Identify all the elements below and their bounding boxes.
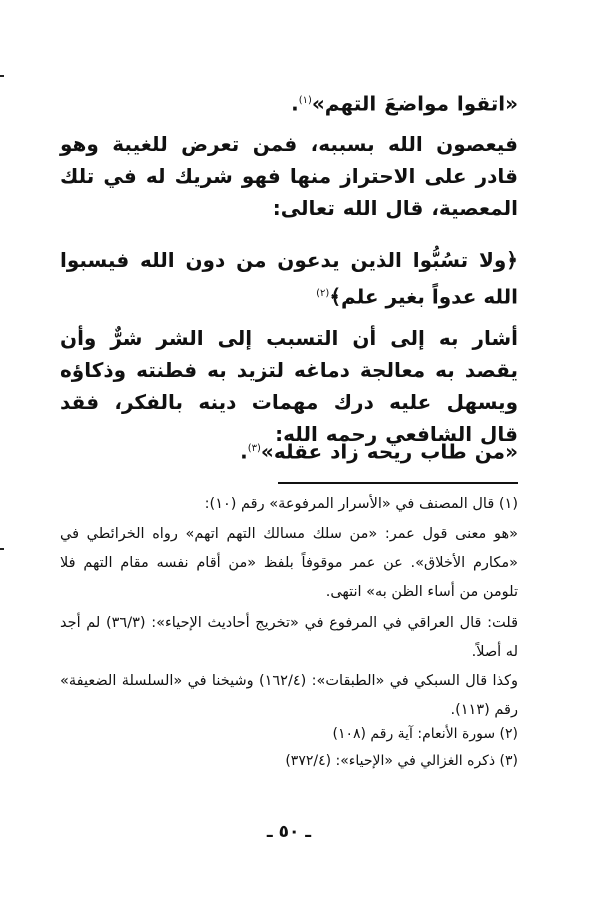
footnote-1-iraqi: قلت: قال العراقي في المرفوع في «تخريج أحاديث الإحياء»: (٣٦/٣) لم أجد له أصلاً. — [60, 615, 518, 660]
footnote-ref-3: (٣) — [247, 443, 261, 454]
margin-tick-top — [0, 75, 4, 77]
quote-2-period: . — [240, 439, 248, 464]
quote-line-1 — [60, 84, 518, 121]
footnote-ref-2: (٢) — [316, 288, 330, 299]
quote-2-text: «من طاب ريحه زاد عقله» — [260, 439, 518, 464]
quote-line-2 — [60, 432, 518, 469]
footnote-ref-1: (١) — [298, 95, 312, 106]
footnote-3: (٣) ذكره الغزالي في «الإحياء»: (٣٧٢/٤) — [285, 753, 518, 769]
quran-verse — [60, 244, 518, 314]
page-number: ـ ٥٠ ـ — [266, 822, 312, 842]
quote-1-period: . — [291, 91, 299, 116]
quote-1-text: «اتقوا مواضعَ التهم» — [311, 91, 518, 116]
paragraph-2: أشار به إلى أن التسبب إلى الشر شرٌّ وأن يقصد به معالجة دماغه لتزيد به فطنته وذكاؤه ويسهل عليه درك مهمات دينه بالفكر، فقد قال الشافعي رحمه الله: — [60, 326, 518, 446]
footnote-2: (٢) سورة الأنعام: آية رقم (١٠٨) — [332, 726, 518, 742]
book-page — [60, 0, 518, 897]
footnote-1-body: «هو معنى قول عمر: «من سلك مسالك التهم اتهم» رواه الخرائطي في «مكارم الأخلاق». عن عمر موقوفاً بلفظ «من أقام نفسه مقام التهم فلا تلومن من أساء الظن به» انتهى. — [60, 526, 518, 600]
paragraph-1: فيعصون الله بسببه، فمن تعرض للغيبة وهو قادر على الاحتراز منها فهو شريك له في تلك المعصية، قال الله تعالى: — [60, 132, 518, 220]
footnote-separator — [278, 482, 518, 484]
margin-tick-bottom — [0, 548, 4, 550]
verse-text: ﴿ولا تسُبُّوا الذين يدعون من دون الله فيسبوا الله عدواً بغير علم﴾ — [60, 248, 518, 309]
footnote-1-subki: وكذا قال السبكي في «الطبقات»: (١٦٢/٤) وشيخنا في «السلسلة الضعيفة» رقم (١١٣). — [60, 673, 518, 718]
footnote-1-heading: (١) قال المصنف في «الأسرار المرفوعة» رقم (١٠): — [204, 496, 518, 512]
